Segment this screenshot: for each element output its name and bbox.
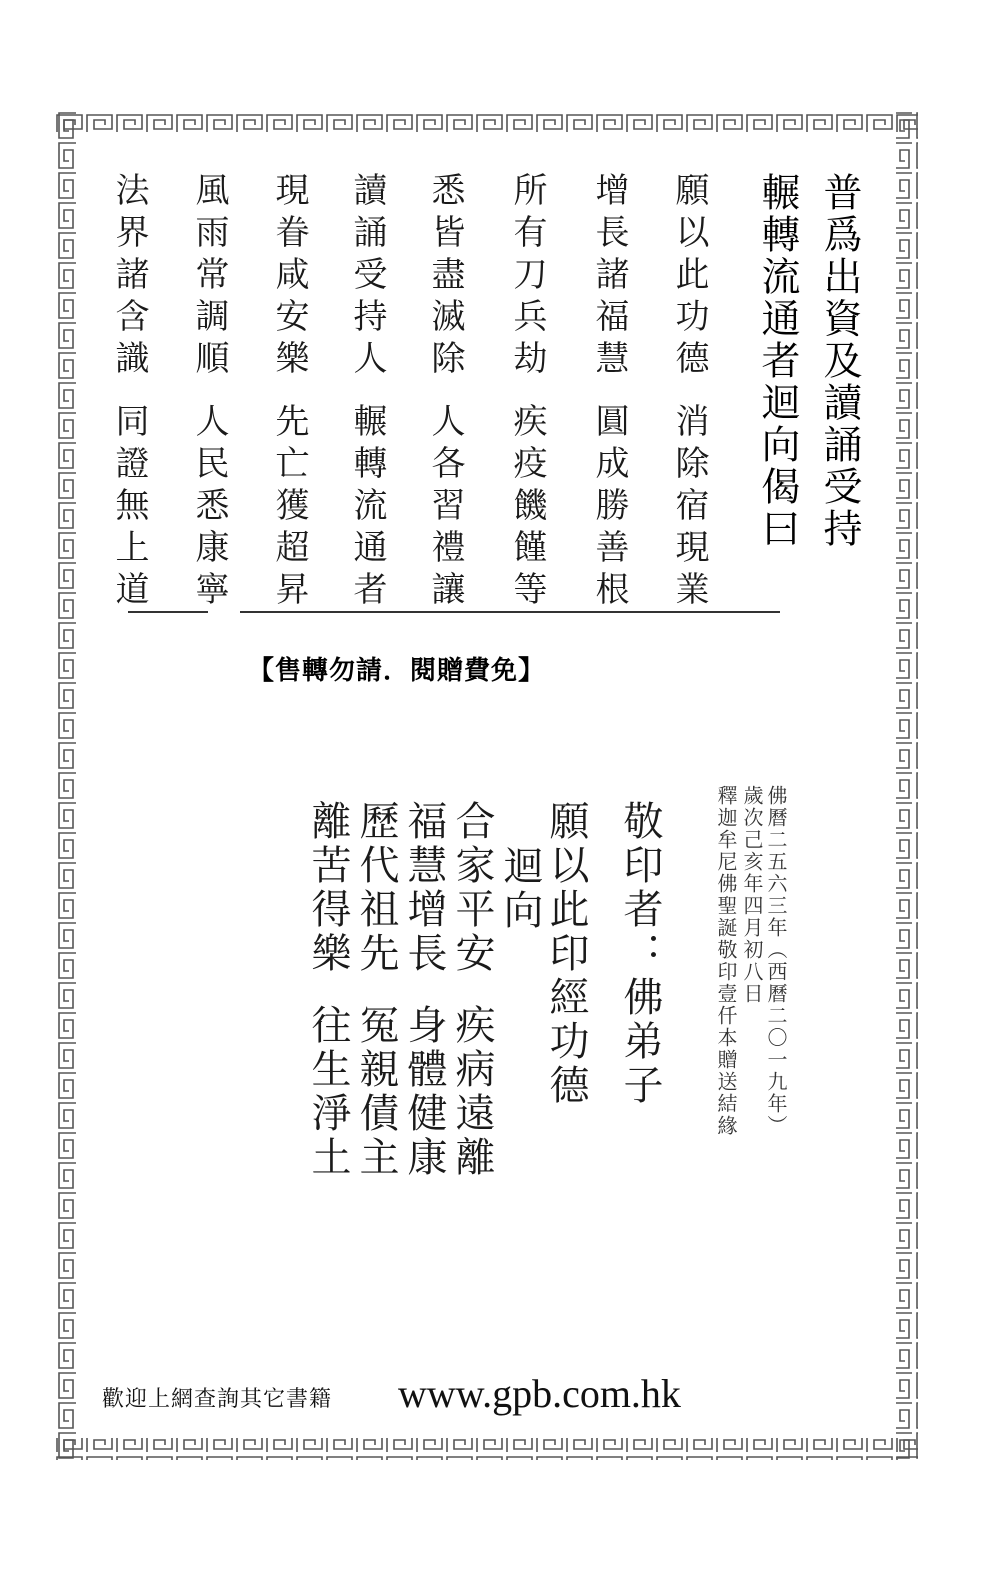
blessing-3-top: 歷代祖先 [353, 800, 399, 976]
not-for-sale-notice: 【售轉勿請．閱贈費免】 [248, 656, 546, 686]
verse-line-6-top: 現眷咸安樂 [269, 172, 309, 382]
separator-rule-left [128, 611, 208, 613]
blessing-2-bottom: 身體健康 [401, 1004, 447, 1180]
lunar-date: 歲次己亥年四月初八日 [740, 785, 764, 1005]
verse-line-3-top: 所有刀兵劫 [507, 172, 547, 382]
verse-line-2-top: 增長諸福慧 [589, 172, 629, 382]
verse-line-6-bottom: 先亡獲超昇 [269, 403, 309, 613]
verse-line-5-bottom: 輾轉流通者 [347, 403, 387, 613]
blessing-4-top: 離苦得樂 [305, 800, 351, 976]
blessing-4-bottom: 往生淨土 [305, 1004, 351, 1180]
verse-line-4-top: 悉皆盡滅除 [425, 172, 465, 382]
blessing-3-bottom: 冤親債主 [353, 1004, 399, 1180]
printer-line: 敬印者：佛弟子 [617, 800, 663, 1108]
verse-line-4-bottom: 人各習禮讓 [425, 403, 465, 613]
occasion-line: 釋迦牟尼佛聖誕敬印壹仟本贈送結緣 [714, 785, 738, 1137]
verse-line-5-top: 讀誦受持人 [347, 172, 387, 382]
buddhist-era-date: 佛曆二五六三年（西曆二〇一九年） [764, 785, 788, 1137]
blessing-2-top: 福慧增長 [401, 800, 447, 976]
title-line-1: 普爲出資及讀誦受持 [817, 172, 862, 550]
separator-rule-right [240, 611, 780, 613]
verse-line-7-bottom: 人民悉康寧 [189, 403, 229, 613]
verse-line-8-bottom: 同證無上道 [109, 403, 149, 613]
verse-line-8-top: 法界諸含識 [109, 172, 149, 382]
footer-invitation: 歡迎上網查詢其它書籍 [102, 1387, 333, 1412]
title-line-2: 輾轉流通者迴向偈曰 [755, 172, 800, 550]
blessing-1-bottom: 疾病遠離 [449, 1004, 495, 1180]
verse-line-2-bottom: 圓成勝善根 [589, 403, 629, 613]
verse-line-1-top: 願以此功德 [669, 172, 709, 382]
verse-line-1-bottom: 消除宿現業 [669, 403, 709, 613]
blessing-1-top: 合家平安 [449, 800, 495, 976]
footer-website-url: www.gpb.com.hk [398, 1371, 681, 1416]
merit-wish-line: 願以此印經功德 [543, 800, 589, 1108]
verse-line-3-bottom: 疾疫饑饉等 [507, 403, 547, 613]
verse-line-7-top: 風雨常調順 [189, 172, 229, 382]
huixiang-heading: 迴向 [497, 845, 543, 933]
